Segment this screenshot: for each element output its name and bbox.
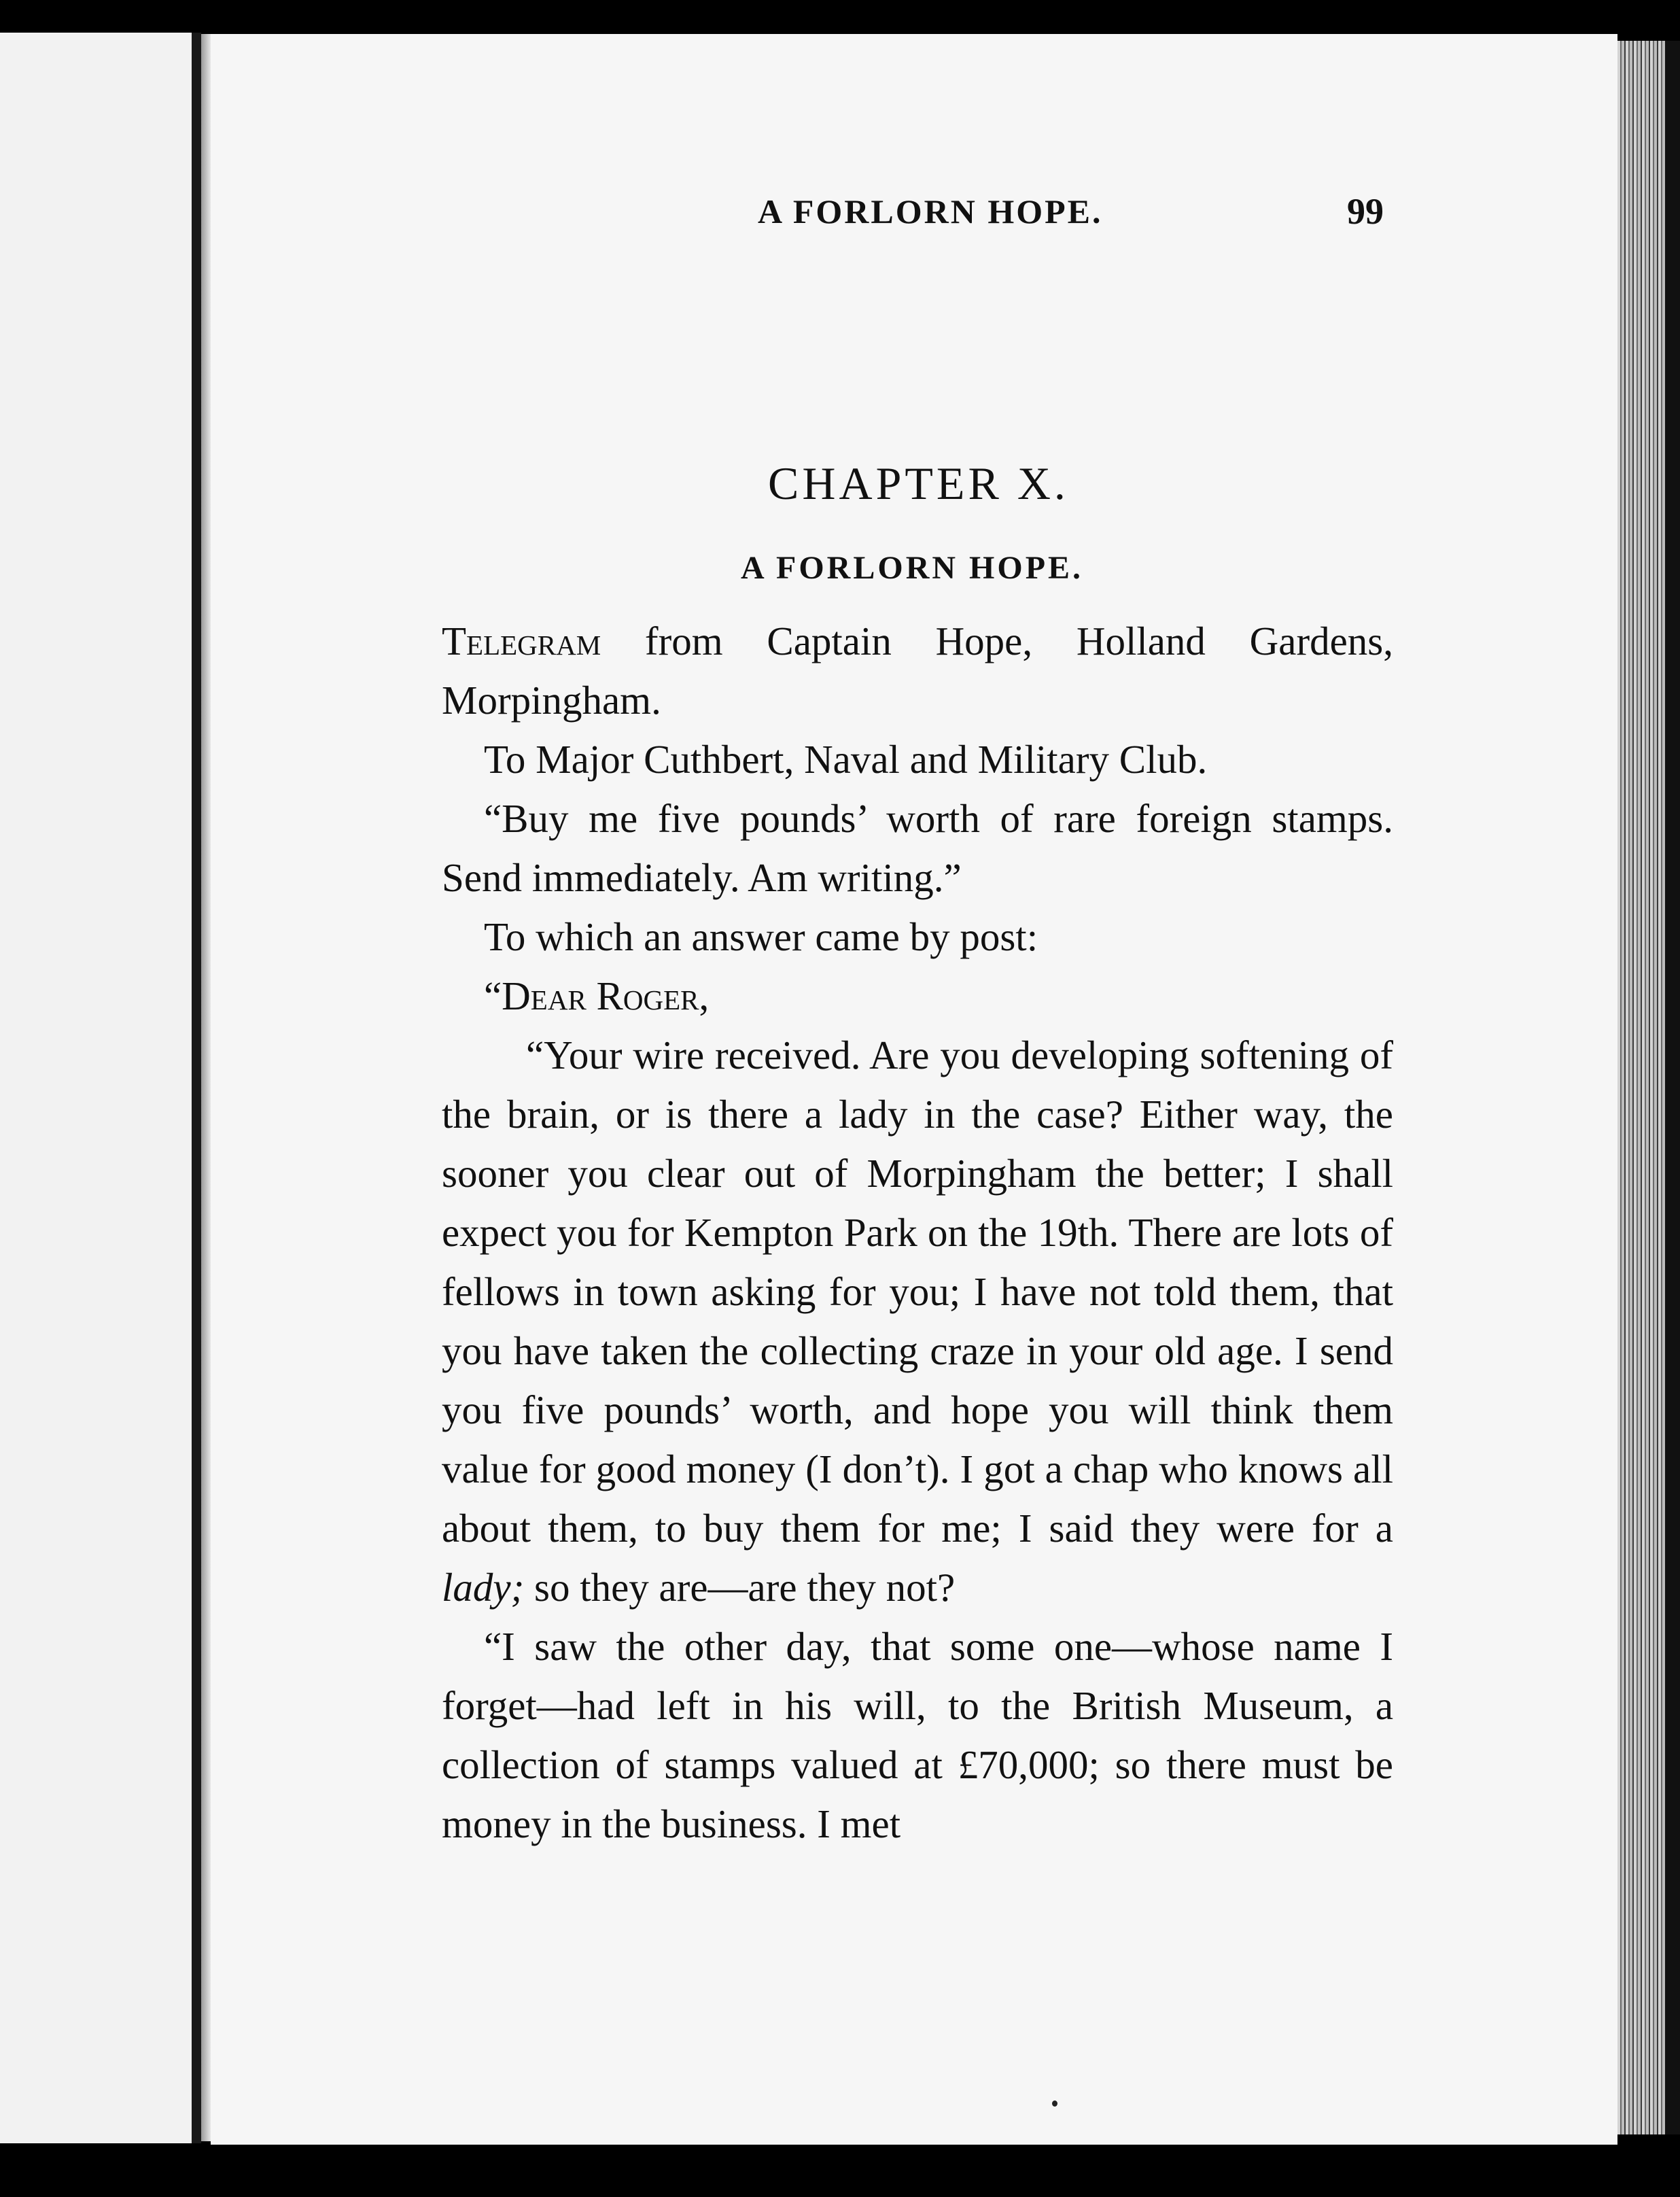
paragraph-telegram xyxy=(442,612,1393,730)
book-spine-edge xyxy=(192,33,201,2143)
running-head: A FORLORN HOPE. xyxy=(758,192,1103,230)
paragraph-salutation xyxy=(442,967,1393,1026)
paragraph-letter-continued: “I saw the other day, that some one—whose name I forget—had left in his will, to the British Museum, a collection of stamps valued at £70,000; so there must be money in the business. I met xyxy=(442,1624,1393,1846)
page-number: 99 xyxy=(1347,191,1384,232)
paragraph-recipient: To Major Cuthbert, Naval and Military Club. xyxy=(484,737,1208,782)
letter-text-before: “Your wire received. Are you developing softening of the brain, or is there a lady in the case? Either way, the sooner you clear out of Morpingham the better; I shall expect you for Kempton Park on the 19th. There are lots of fellows in town asking for you; I have not told them, that you have taken the collecting craze in your old age. I send you five pounds’ worth, and hope you will think them value for good money (I don’t). I got a chap who knows all about them, to buy them for me; I said they were for a xyxy=(442,1033,1393,1551)
paragraph-answer-intro: To which an answer came by post: xyxy=(484,914,1038,959)
salutation: “Dear Roger, xyxy=(484,973,710,1018)
body-text xyxy=(442,612,1393,1854)
letter-emphasis: lady; xyxy=(442,1565,525,1610)
chapter-title: CHAPTER X. xyxy=(768,457,1069,509)
telegram-lead: Telegram xyxy=(442,619,601,663)
chapter-subtitle: A FORLORN HOPE. xyxy=(741,550,1084,586)
paragraph-telegram-message: “Buy me five pounds’ worth of rare foreign stamps. Send immediately. Am writing.” xyxy=(442,796,1393,900)
facing-page xyxy=(0,33,192,2143)
letter-text-after: so they are—are they not? xyxy=(524,1565,956,1610)
book-cover-edge xyxy=(1665,41,1680,2134)
ink-speck xyxy=(1052,2100,1057,2107)
page-gutter xyxy=(201,34,211,2141)
page-edges xyxy=(1617,41,1665,2134)
telegram-text: from Captain Hope, Holland Gardens, Morpingham. xyxy=(442,619,1393,723)
paragraph-letter-body xyxy=(442,1026,1393,1617)
